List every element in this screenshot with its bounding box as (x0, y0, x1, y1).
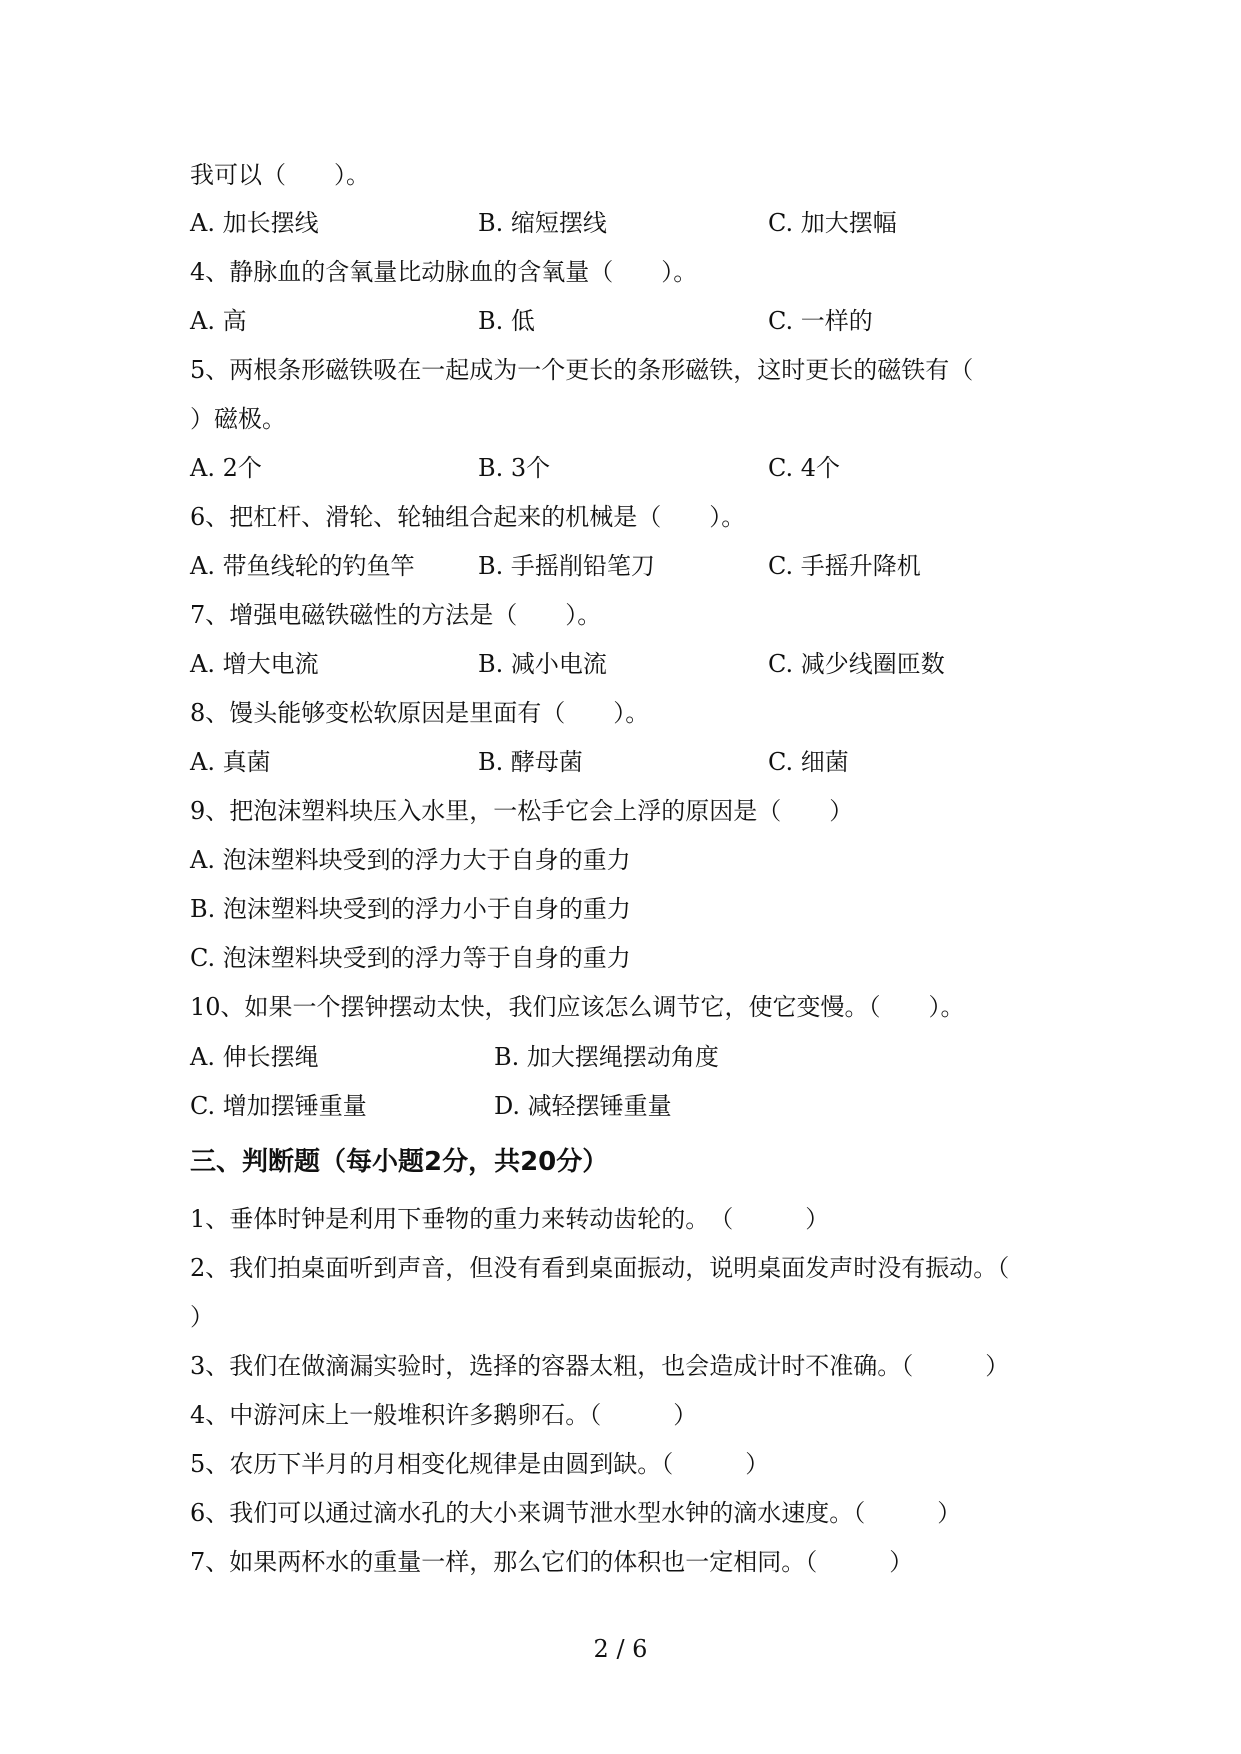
judgment-item-1: 1、垂体时钟是利用下垂物的重力来转动齿轮的。 （ ） (190, 1205, 830, 1233)
q3-option-b: B. 缩短摆线 (478, 209, 607, 237)
q5-option-c: C. 4个 (768, 454, 841, 482)
judgment-item-2-continuation: ） (190, 1303, 214, 1331)
judgment-item-7: 7、如果两杯水的重量一样，那么它们的体积也一定相同。（ ） (190, 1548, 914, 1576)
judgment-item-2: 2、我们拍桌面听到声音，但没有看到桌面振动，说明桌面发声时没有振动。（ (190, 1254, 1010, 1282)
q8-option-a: A. 真菌 (190, 748, 271, 776)
question-4: 4、静脉血的含氧量比动脉血的含氧量（ ）。 (190, 258, 698, 286)
question-7: 7、增强电磁铁磁性的方法是（ ）。 (190, 601, 602, 629)
q7-option-b: B. 减小电流 (478, 650, 607, 678)
q3-option-a: A. 加长摆线 (190, 209, 319, 237)
page-number: 2 / 6 (593, 1635, 648, 1663)
q6-option-a: A. 带鱼线轮的钓鱼竿 (190, 552, 415, 580)
q6-option-c: C. 手摇升降机 (768, 552, 921, 580)
q4-option-b: B. 低 (478, 307, 535, 335)
q8-option-b: B. 酵母菌 (478, 748, 583, 776)
q5-option-b: B. 3个 (478, 454, 551, 482)
q10-option-b: B. 加大摆绳摆动角度 (494, 1043, 719, 1071)
q4-option-c: C. 一样的 (768, 307, 873, 335)
q9-option-c: C. 泡沫塑料块受到的浮力等于自身的重力 (190, 944, 631, 972)
question-9: 9、把泡沫塑料块压入水里，一松手它会上浮的原因是（ ） (190, 797, 854, 825)
question-3-continuation: 我可以（ ）。 (190, 161, 370, 189)
q3-option-c: C. 加大摆幅 (768, 209, 897, 237)
q4-option-a: A. 高 (190, 307, 247, 335)
question-10: 10、如果一个摆钟摆动太快，我们应该怎么调节它，使它变慢。（ ）。 (190, 993, 965, 1021)
q6-option-b: B. 手摇削铅笔刀 (478, 552, 655, 580)
q9-option-b: B. 泡沫塑料块受到的浮力小于自身的重力 (190, 895, 631, 923)
q7-option-a: A. 增大电流 (190, 650, 319, 678)
q7-option-c: C. 减少线圈匝数 (768, 650, 945, 678)
judgment-item-3: 3、我们在做滴漏实验时，选择的容器太粗，也会造成计时不准确。（ ） (190, 1352, 1010, 1380)
q5-option-a: A. 2个 (190, 454, 262, 482)
judgment-item-6: 6、我们可以通过滴水孔的大小来调节泄水型水钟的滴水速度。（ ） (190, 1499, 962, 1527)
section-3-title: 三、判断题（每小题2分，共20分） (190, 1147, 609, 1177)
question-8: 8、馒头能够变松软原因是里面有（ ）。 (190, 699, 650, 727)
q10-option-c: C. 增加摆锤重量 (190, 1092, 367, 1120)
question-6: 6、把杠杆、滑轮、轮轴组合起来的机械是（ ）。 (190, 503, 746, 531)
question-5-continuation: ）磁极。 (190, 405, 286, 433)
q9-option-a: A. 泡沫塑料块受到的浮力大于自身的重力 (190, 846, 631, 874)
q8-option-c: C. 细菌 (768, 748, 849, 776)
judgment-item-5: 5、农历下半月的月相变化规律是由圆到缺。（ ） (190, 1450, 770, 1478)
q10-option-a: A. 伸长摆绳 (190, 1043, 319, 1071)
question-5: 5、两根条形磁铁吸在一起成为一个更长的条形磁铁，这时更长的磁铁有（ (190, 356, 974, 384)
q10-option-d: D. 减轻摆锤重量 (494, 1092, 672, 1120)
judgment-item-4: 4、中游河床上一般堆积许多鹅卵石。（ ） (190, 1401, 698, 1429)
